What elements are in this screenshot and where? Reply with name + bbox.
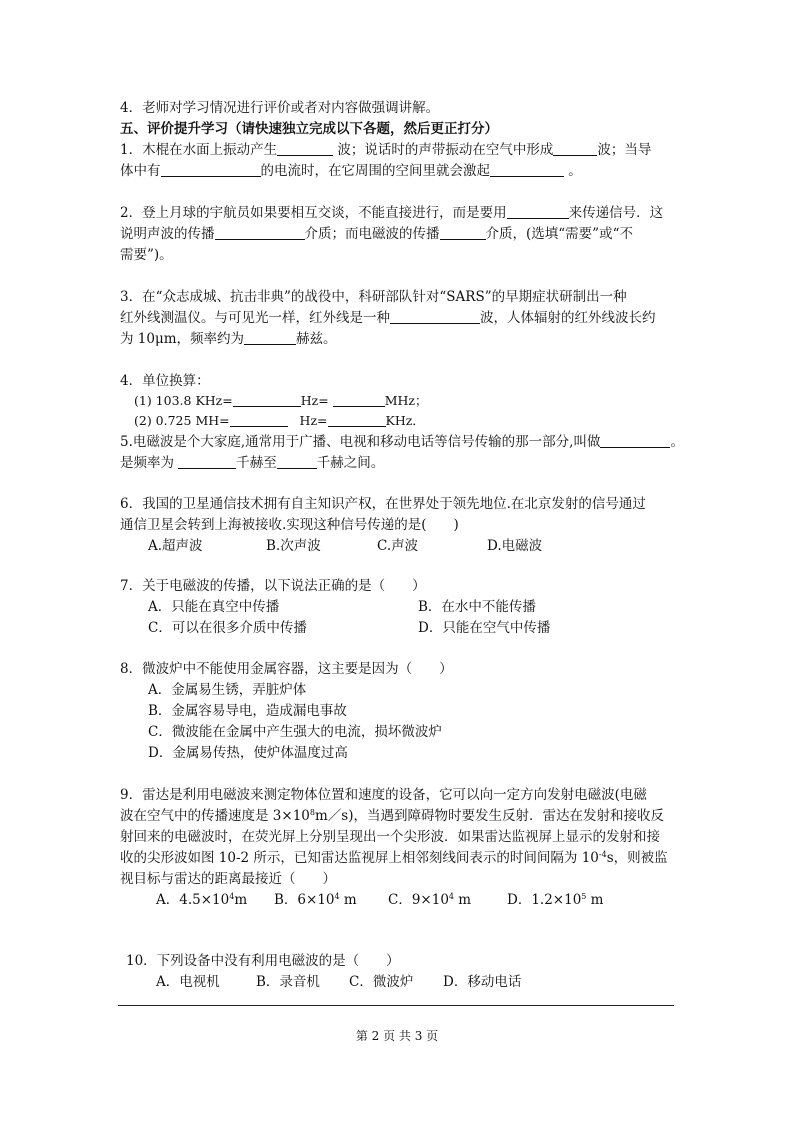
question-9-option-c[interactable]: C．$9\times 10^4$ m (388, 892, 472, 908)
question-4-row-2: (2) 0.725 MH= Hz= KHz． (134, 413, 425, 428)
question-10-option-b[interactable]: B．录音机 (256, 974, 320, 990)
question-9-option-b[interactable]: B．$6\times 10^4$ m (274, 892, 357, 908)
question-3-line-2: 红外线测温仪。与可见光一样，红外线是一种 波，人体辐射的红外线波长约 (120, 310, 656, 326)
blank[interactable] (490, 162, 564, 177)
question-2-line-2: 说明声波的传播 介质；而电磁波的传播 介质，(选填“需要”或“不 (120, 226, 633, 242)
question-2-line-3: 需要”)。 (120, 247, 173, 263)
question-9-line-3: 射回来的电磁波时，在荧光屏上分别呈现出一个尖形波．如果雷达监视屏上显示的发射和接 (120, 829, 660, 845)
intro-line: 4．老师对学习情况进行评价或者对内容做强调讲解。 (120, 100, 440, 116)
blank[interactable] (161, 162, 261, 177)
question-3-line-3: 为 10μm，频率约为 赫兹。 (120, 331, 337, 347)
question-9-option-d[interactable]: D．$1.2\times 10^5$ m (507, 892, 604, 908)
question-10-option-c[interactable]: C．微波炉 (349, 974, 414, 990)
footer-divider (118, 1005, 674, 1006)
question-6-line-1: 6．我国的卫星通信技术拥有自主知识产权，在世界处于领先地位.在北京发射的信号通过 (120, 496, 646, 512)
blank[interactable] (390, 309, 480, 324)
question-10-option-a[interactable]: A．电视机 (156, 974, 220, 990)
question-1-line-2: 体中有 的电流时，在它周围的空间里就会激起 。 (120, 163, 582, 179)
blank[interactable] (328, 412, 386, 427)
blank[interactable] (277, 454, 317, 469)
question-9-line-4: 收的尖形波如图 10-2 所示，已知雷达监视屏上相邻刻线间表示的时间间隔为 $10^{-4}s$，则被监 (120, 850, 668, 866)
blank[interactable] (553, 141, 597, 156)
question-8-option-b[interactable]: B．金属容易导电，造成漏电事故 (148, 703, 347, 719)
section-title: 五、评价提升学习（请快速独立完成以下各题，然后更正打分） (120, 121, 498, 137)
question-7-option-c[interactable]: C．可以在很多介质中传播 (148, 620, 307, 636)
page-number: 第 2 页 共 3 页 (355, 1029, 439, 1043)
question-7-option-d[interactable]: D．只能在空气中传播 (418, 620, 551, 636)
blank[interactable] (233, 392, 301, 407)
question-1-line-1: 1．木棍在水面上振动产生 波；说话时的声带振动在空气中形成 波；当导 (120, 142, 652, 158)
question-9-line-2: 波在空气中的传播速度是 $3\times 10^8m/s$)，当遇到障碍物时要发生反射．雷达在发射和接收反 (120, 808, 664, 824)
question-8-option-d[interactable]: D．金属易传热，使炉体温度过高 (148, 745, 348, 761)
question-6-option-d[interactable]: D.电磁波 (487, 538, 543, 554)
question-9-line-5: 视目标与雷达的距离最接近（ ） (120, 871, 336, 887)
question-5-line-2: 是频率为 千赫至 千赫之间。 (120, 455, 385, 471)
blank[interactable] (244, 330, 296, 345)
question-9-option-a[interactable]: A．$4.5\times 10^4m$ (156, 892, 248, 908)
question-6-option-c[interactable]: C.声波 (377, 538, 419, 554)
question-8-option-c[interactable]: C．微波能在金属中产生强大的电流，损坏微波炉 (148, 724, 442, 740)
question-9-line-1: 9．雷达是利用电磁波来测定物体位置和速度的设备，它可以向一定方向发射电磁波(电磁 (120, 787, 647, 803)
blank[interactable] (507, 204, 569, 219)
question-4-row-1: (1) 103.8 KHz= Hz= MHz； (134, 393, 428, 408)
blank[interactable] (277, 141, 333, 156)
question-6-line-2: 通信卫星会转到上海被接收.实现这种信号传递的是( ) (120, 517, 459, 533)
question-3-line-1: 3．在“众志成城、抗击非典”的战役中，科研部队针对“SARS”的早期症状研制出一种 (120, 289, 627, 305)
question-7-option-b[interactable]: B．在水中不能传播 (418, 599, 536, 615)
question-5-line-1: 5.电磁波是个大家庭,通常用于广播、电视和移动电话等信号传输的那一部分,叫做 。 (120, 434, 684, 450)
blank[interactable] (215, 225, 305, 240)
blank[interactable] (333, 392, 385, 407)
question-8-option-a[interactable]: A．金属易生锈，弄脏炉体 (148, 682, 307, 698)
question-8-line-1: 8．微波炉中不能使用金属容器，这主要是因为（ ） (120, 661, 453, 677)
blank[interactable] (230, 412, 288, 427)
question-4-title: 4．单位换算： (120, 373, 210, 389)
question-10-option-d[interactable]: D．移动电话 (443, 974, 522, 990)
blank[interactable] (178, 454, 236, 469)
blank[interactable] (440, 225, 486, 240)
question-7-line-1: 7．关于电磁波的传播，以下说法正确的是（ ） (120, 578, 426, 594)
question-10-line-1: 10．下列设备中没有利用电磁波的是（ ） (126, 953, 400, 969)
question-2-line-1: 2．登上月球的宇航员如果要相互交谈，不能直接进行，而是要用 来传递信号．这 (120, 205, 664, 221)
blank[interactable] (600, 433, 670, 448)
question-6-option-b[interactable]: B.次声波 (266, 538, 321, 554)
question-7-option-a[interactable]: A．只能在真空中传播 (148, 599, 280, 615)
question-6-option-a[interactable]: A.超声波 (148, 538, 203, 554)
